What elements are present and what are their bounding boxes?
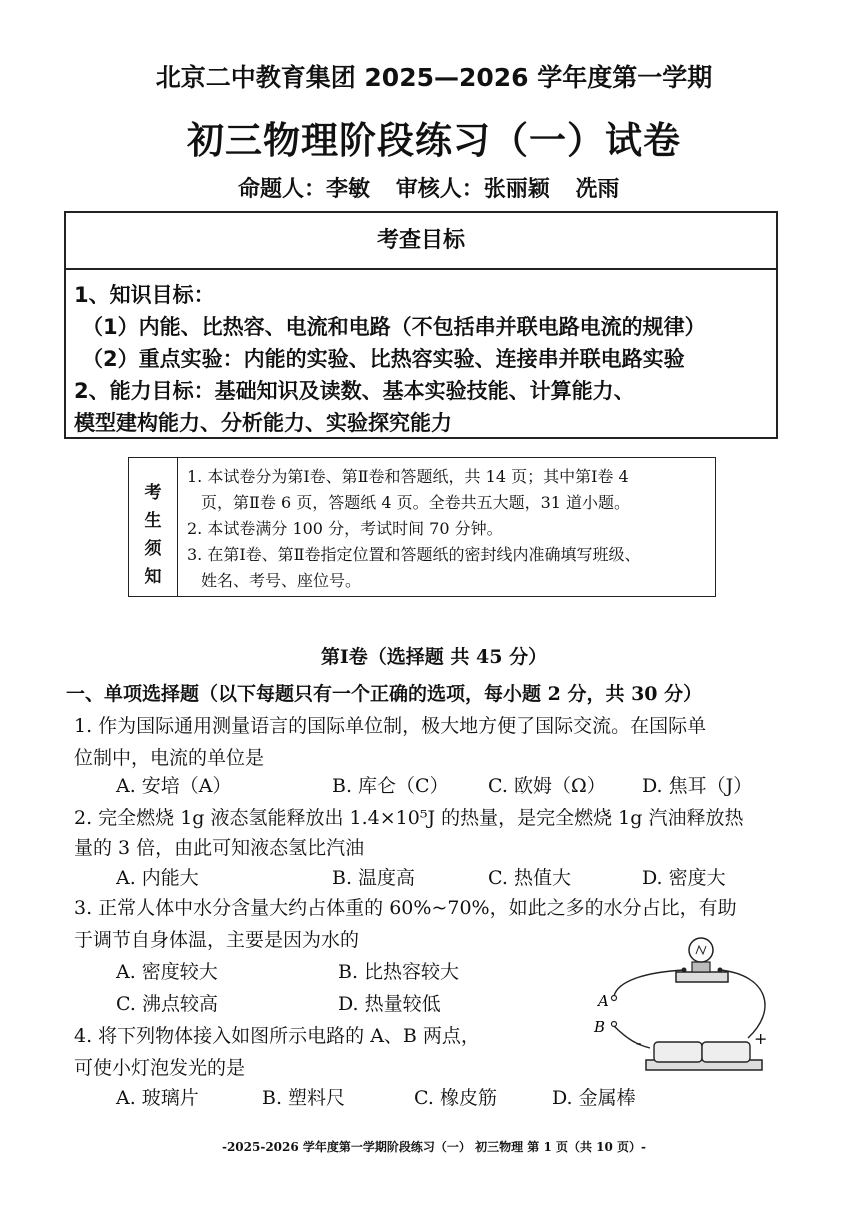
question-1-line1: 1. 作为国际通用测量语言的国际单位制，极大地方便了国际交流。在国际单 (74, 715, 707, 737)
q3-option-d: D. 热量较低 (338, 993, 441, 1015)
q1-option-c: C. 欧姆（Ω） (488, 775, 606, 797)
author-label: 命题人：李敏 (238, 177, 371, 202)
q2-option-b: B. 温度高 (332, 867, 416, 889)
objective-line: 1、知识目标： (74, 283, 215, 307)
part1-title: 第Ⅰ卷（选择题 共 45 分） (320, 646, 548, 668)
q1-option-b: B. 库仑（C） (332, 775, 449, 797)
lamp-base (676, 972, 728, 982)
notice-label-char: 须 (144, 539, 162, 559)
wire-to-battery-minus (614, 1026, 650, 1048)
q4-option-a: A. 玻璃片 (116, 1087, 199, 1109)
objectives-heading: 考查目标 (66, 213, 776, 270)
wire-to-a (614, 970, 684, 996)
q2-option-c: C. 热值大 (488, 867, 571, 889)
q2-option-a: A. 内能大 (116, 867, 199, 889)
objectives-box (64, 211, 778, 439)
q3-option-b: B. 比热容较大 (338, 961, 460, 983)
question-4-line1: 4. 将下列物体接入如图所示电路的 A、B 两点， (74, 1025, 480, 1047)
notice-line: 2. 本试卷满分 100 分，考试时间 70 分钟。 (187, 519, 503, 538)
battery-cell (654, 1042, 702, 1062)
objective-line: （1）内能、比热容、电流和电路（不包括串并联电路电流的规律） (82, 315, 706, 339)
page-footer: -2025-2026 学年度第一学期阶段练习（一） 初三物理 第 1 页（共 10 页）- (221, 1140, 647, 1154)
authors-line (238, 172, 637, 203)
q4-option-b: B. 塑料尺 (262, 1087, 346, 1109)
section-heading: 一、单项选择题（以下每题只有一个正确的选项，每小题 2 分，共 30 分） (66, 683, 703, 705)
q3-option-a: A. 密度较大 (116, 961, 218, 983)
label-b: B (594, 1018, 606, 1036)
battery-cell (702, 1042, 750, 1062)
notice-label-char: 知 (144, 567, 162, 587)
notice-label-char: 考 (144, 483, 162, 503)
terminal-a (612, 996, 617, 1001)
notice-line: 页，第Ⅱ卷 6 页，答题纸 4 页。全卷共五大题，31 道小题。 (201, 493, 631, 512)
question-4-line2: 可使小灯泡发光的是 (74, 1057, 246, 1079)
notice-label-char: 生 (144, 511, 162, 531)
objective-line: 模型建构能力、分析能力、实验探究能力 (74, 411, 452, 435)
q4-option-c: C. 橡皮筋 (414, 1087, 497, 1109)
objective-line: （2）重点实验：内能的实验、比热容实验、连接串并联电路实验 (82, 347, 685, 371)
notice-line: 姓名、考号、座位号。 (201, 571, 362, 590)
school-heading: 北京二中教育集团 2025—2026 学年度第一学期 (155, 63, 713, 92)
label-a: A (598, 992, 609, 1010)
question-2-line2: 量的 3 倍，由此可知液态氢比汽油 (74, 837, 365, 859)
question-2-line1: 2. 完全燃烧 1g 液态氢能释放出 1.4×10⁵J 的热量，是完全燃烧 1g 汽油释放热 (74, 807, 744, 829)
battery-plus: + (754, 1029, 768, 1048)
reviewer-label: 审核人：张丽颖 (395, 177, 550, 202)
q1-option-a: A. 安培（A） (116, 775, 232, 797)
q1-option-d: D. 焦耳（J） (642, 775, 753, 797)
terminal-b (612, 1022, 617, 1027)
q2-option-d: D. 密度大 (642, 867, 726, 889)
battery-minus: - (636, 1033, 642, 1052)
question-1-line2: 位制中，电流的单位是 (74, 747, 265, 769)
notice-box (128, 457, 716, 597)
notice-label (129, 458, 178, 596)
notice-line: 1. 本试卷分为第Ⅰ卷、第Ⅱ卷和答题纸，共 14 页；其中第Ⅰ卷 4 (187, 467, 629, 486)
reviewer-second: 冼雨 (575, 177, 620, 202)
exam-title: 初三物理阶段练习（一）试卷 (187, 119, 681, 162)
question-3-line2: 于调节自身体温，主要是因为水的 (74, 929, 360, 951)
q4-option-d: D. 金属棒 (552, 1087, 636, 1109)
objective-line: 2、能力目标：基础知识及读数、基本实验技能、计算能力、 (74, 379, 635, 403)
notice-line: 3. 在第Ⅰ卷、第Ⅱ卷指定位置和答题纸的密封线内准确填写班级、 (187, 545, 641, 564)
lamp-socket (692, 962, 710, 972)
q3-option-c: C. 沸点较高 (116, 993, 218, 1015)
question-3-line1: 3. 正常人体中水分含量大约占体重的 60%~70%，如此之多的水分占比，有助 (74, 897, 737, 919)
circuit-diagram (588, 930, 788, 1080)
